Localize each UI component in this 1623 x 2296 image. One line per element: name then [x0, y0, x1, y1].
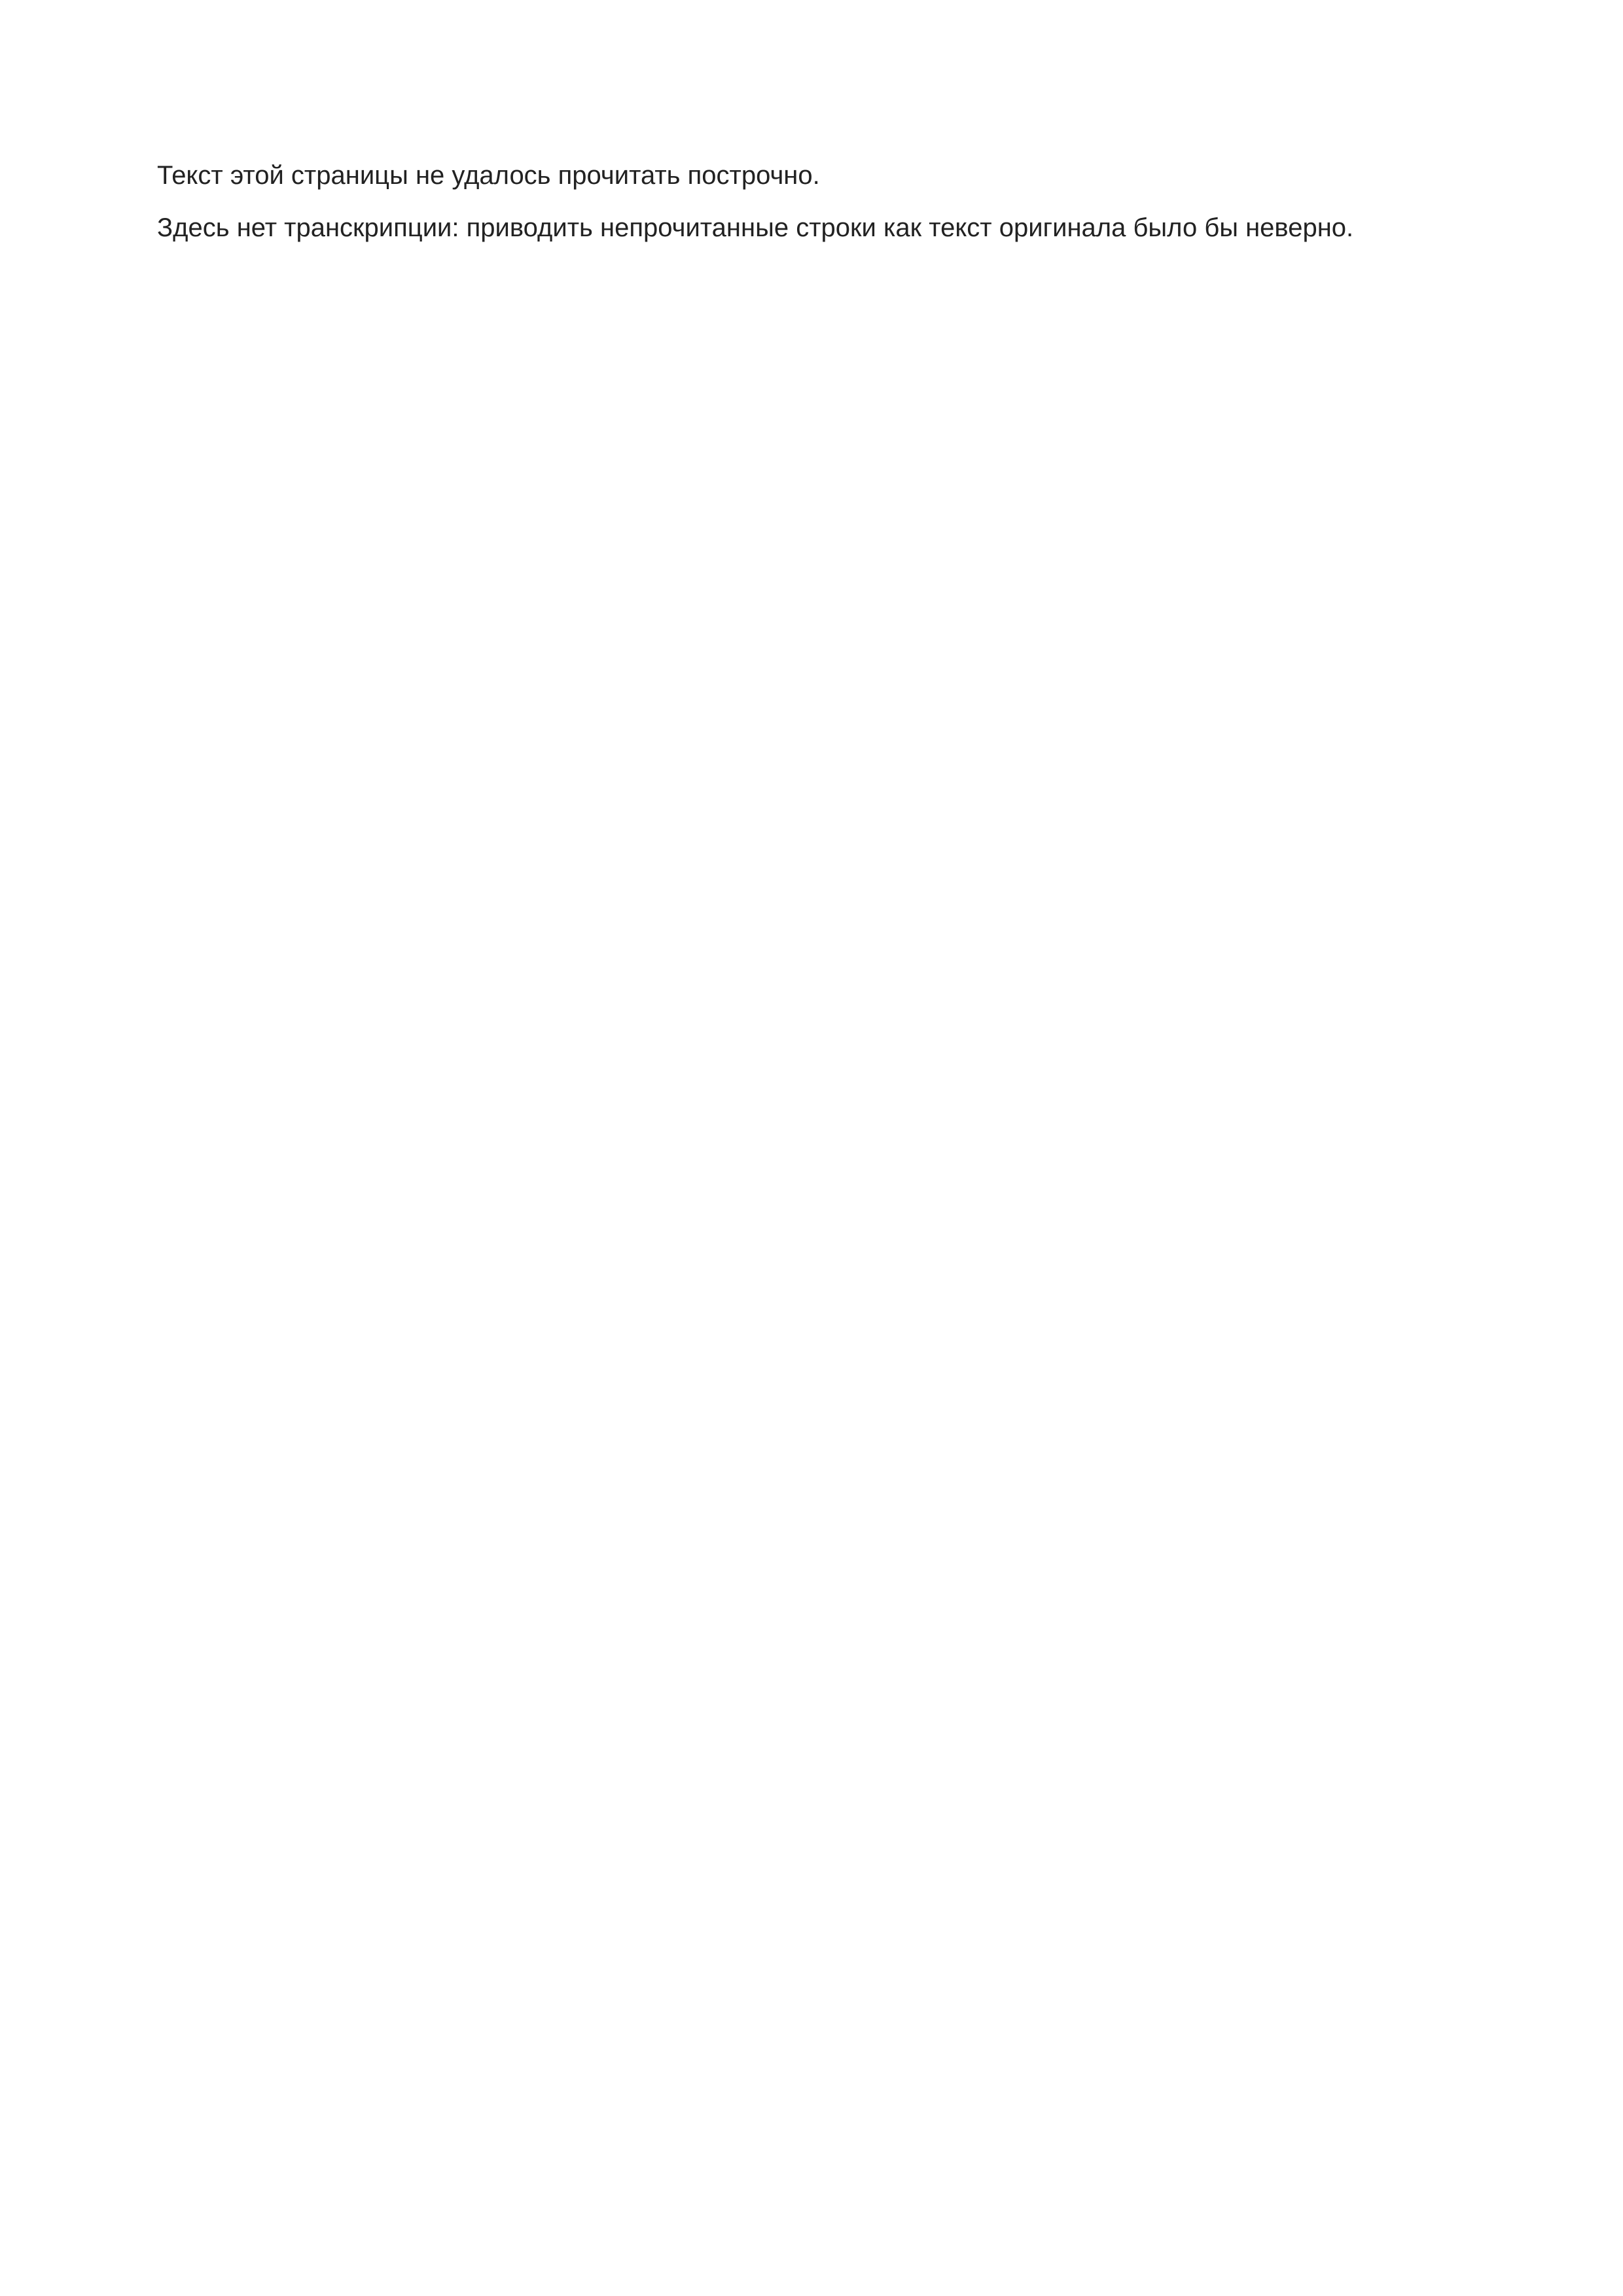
- notice-line-2: Здесь нет транскрипции: приводить непрочитанные строки как текст оригинала было бы неверно.: [157, 213, 1354, 242]
- transcription-notice: [157, 157, 1440, 262]
- notice-line-1: Текст этой страницы не удалось прочитать построчно.: [157, 161, 820, 190]
